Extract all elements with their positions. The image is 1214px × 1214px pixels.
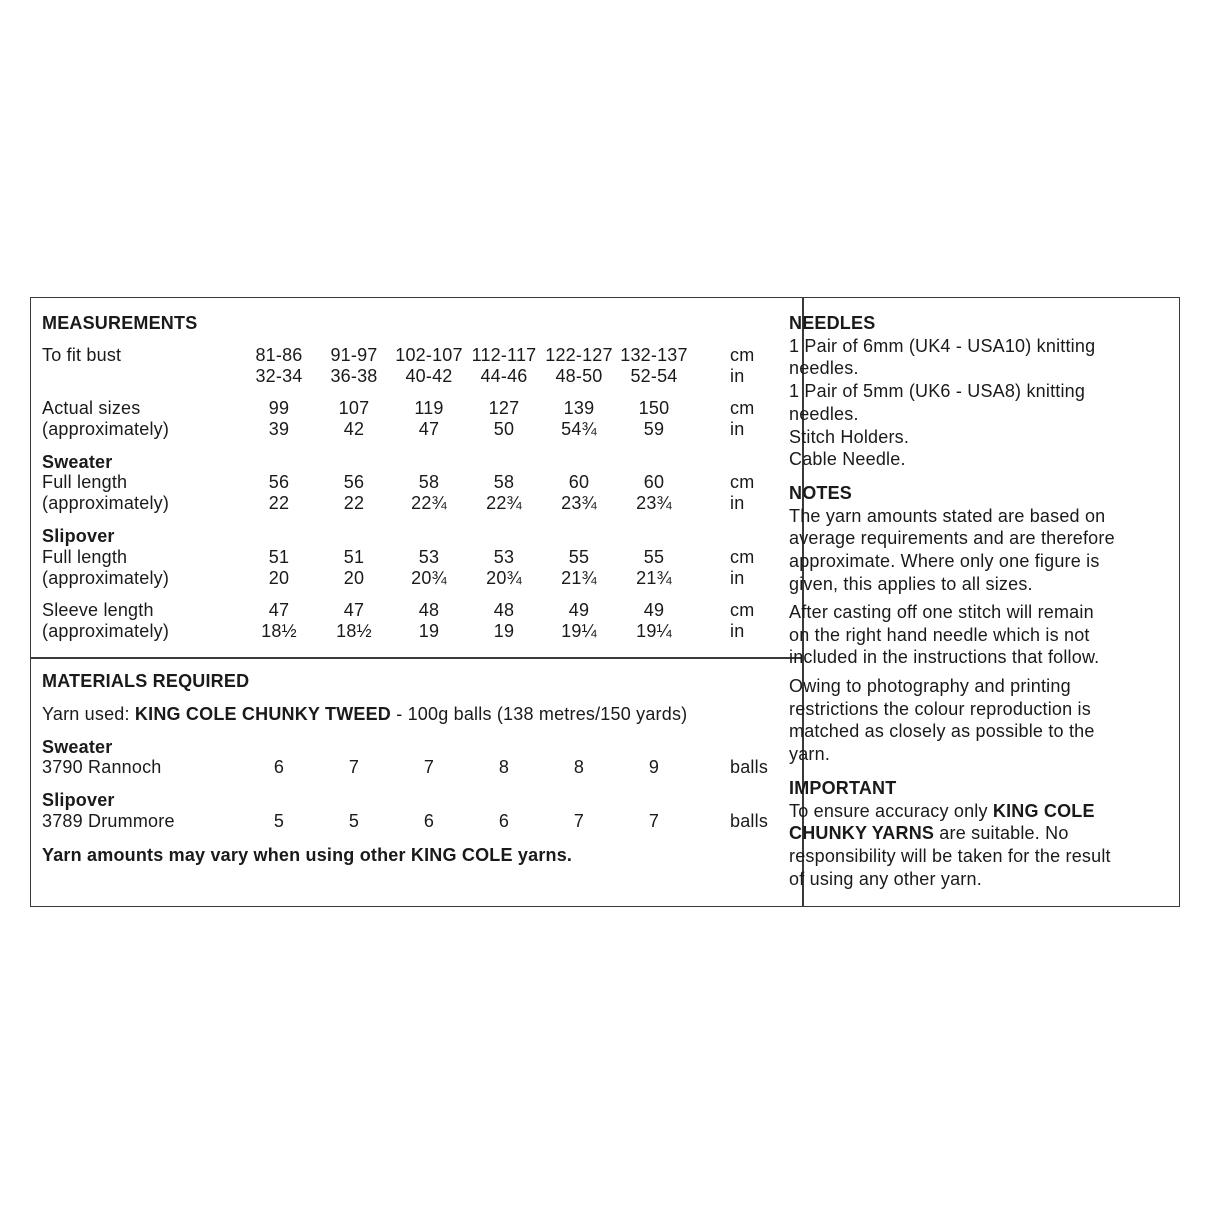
important-text: are suitable. No — [934, 823, 1069, 844]
notes-line: included in the instructions that follow. — [789, 647, 1100, 668]
unit-cm: cm — [730, 600, 755, 620]
size-cell: 60 — [568, 472, 590, 492]
notes-line: given, this applies to all sizes. — [789, 573, 1033, 594]
needles-line: needles. — [789, 403, 859, 424]
balls-cell: 5 — [348, 811, 360, 831]
slipover-heading: Slipover — [42, 526, 115, 546]
needles-line: Stitch Holders. — [789, 426, 910, 447]
size-cell: 52-54 — [630, 366, 678, 386]
to-fit-bust-label: To fit bust — [42, 345, 122, 365]
size-cell: 91-97 — [330, 345, 378, 365]
approximately-label: (approximately) — [42, 419, 170, 439]
size-cell: 19 — [493, 621, 515, 641]
important-line — [789, 822, 1151, 845]
approximately-label: (approximately) — [42, 493, 170, 513]
sweater-heading: Sweater — [42, 452, 113, 472]
balls-cell: 5 — [273, 811, 285, 831]
balls-cell: 7 — [573, 811, 585, 831]
size-cell: 49 — [643, 600, 665, 620]
size-cell: 112-117 — [471, 345, 537, 365]
size-cell: 50 — [493, 419, 515, 439]
unit-in: in — [730, 419, 745, 439]
needles-line: 1 Pair of 5mm (UK6 - USA8) knitting — [789, 381, 1086, 402]
balls-cell: 9 — [648, 757, 660, 777]
size-cell: 132-137 — [620, 345, 688, 365]
size-cell: 99 — [268, 398, 290, 418]
unit-in: in — [730, 568, 745, 588]
size-cell: 59 — [643, 419, 665, 439]
size-cell: 51 — [343, 547, 365, 567]
balls-cell: 7 — [423, 757, 435, 777]
full-length-label: Full length — [42, 472, 128, 492]
size-cell: 58 — [418, 472, 440, 492]
size-cell: 18½ — [336, 621, 372, 641]
needles-line: 1 Pair of 6mm (UK4 - USA10) knitting — [789, 335, 1096, 356]
size-cell: 55 — [568, 547, 590, 567]
size-cell: 32-34 — [255, 366, 303, 386]
brand-yarns: CHUNKY YARNS — [789, 823, 935, 844]
size-cell: 44-46 — [480, 366, 528, 386]
size-cell: 47 — [343, 600, 365, 620]
shade-label: 3790 Rannoch — [42, 757, 162, 777]
approximately-label: (approximately) — [42, 621, 170, 641]
size-cell: 40-42 — [405, 366, 453, 386]
size-cell: 47 — [418, 419, 440, 439]
size-cell: 48 — [493, 600, 515, 620]
size-cell: 107 — [338, 398, 370, 418]
size-cell: 81-86 — [255, 345, 303, 365]
needles-heading: NEEDLES — [789, 313, 876, 333]
size-cell: 119 — [414, 398, 444, 418]
size-cell: 56 — [268, 472, 290, 492]
section-divider — [31, 657, 802, 659]
notes-line: average requirements and are therefore — [789, 528, 1115, 549]
size-cell: 23¾ — [636, 493, 672, 513]
yarn-used-line — [42, 704, 687, 725]
yarn-amounts-note: Yarn amounts may vary when using other KING COLE yarns. — [42, 845, 573, 865]
notes-paragraph — [789, 675, 1151, 766]
size-cell: 122-127 — [545, 345, 613, 365]
unit-balls: balls — [730, 811, 769, 831]
size-cell: 19¼ — [561, 621, 597, 641]
unit-balls: balls — [730, 757, 769, 777]
size-cell: 58 — [493, 472, 515, 492]
needles-line: needles. — [789, 358, 859, 379]
size-cell: 39 — [268, 419, 290, 439]
size-cell: 22¾ — [411, 493, 447, 513]
notes-heading: NOTES — [789, 483, 853, 503]
size-cell: 60 — [643, 472, 665, 492]
balls-cell: 6 — [423, 811, 435, 831]
needles-line: Cable Needle. — [789, 449, 906, 470]
important-section — [789, 777, 1151, 891]
measurements-heading: MEASUREMENTS — [42, 313, 198, 333]
size-cell: 127 — [488, 398, 520, 418]
unit-cm: cm — [730, 472, 755, 492]
size-cell: 54¾ — [561, 419, 597, 439]
size-cell: 21¾ — [561, 568, 597, 588]
actual-sizes-label: Actual sizes — [42, 398, 141, 418]
full-length-label: Full length — [42, 547, 128, 567]
important-line: responsibility will be taken for the result — [789, 846, 1111, 867]
sweater-heading: Sweater — [42, 737, 113, 757]
yarn-used-prefix: Yarn used: — [42, 704, 135, 724]
size-cell: 19 — [418, 621, 440, 641]
size-cell: 47 — [268, 600, 290, 620]
notes-paragraph — [789, 601, 1151, 669]
size-cell: 22 — [268, 493, 290, 513]
unit-cm: cm — [730, 345, 755, 365]
unit-in: in — [730, 621, 745, 641]
size-cell: 49 — [568, 600, 590, 620]
notes-line: approximate. Where only one figure is — [789, 551, 1100, 572]
materials-heading: MATERIALS REQUIRED — [42, 671, 250, 691]
balls-cell: 8 — [573, 757, 585, 777]
balls-cell: 8 — [498, 757, 510, 777]
notes-line: Owing to photography and printing — [789, 676, 1071, 696]
size-cell: 20 — [343, 568, 365, 588]
balls-cell: 6 — [273, 757, 285, 777]
balls-cell: 6 — [498, 811, 510, 831]
balls-cell: 7 — [648, 811, 660, 831]
notes-line: The yarn amounts stated are based on — [789, 505, 1106, 526]
size-cell: 53 — [418, 547, 440, 567]
size-cell: 20 — [268, 568, 290, 588]
size-cell: 36-38 — [330, 366, 378, 386]
notes-line: After casting off one stitch will remain — [789, 602, 1094, 622]
size-cell: 48-50 — [555, 366, 603, 386]
unit-cm: cm — [730, 398, 755, 418]
size-cell: 22¾ — [486, 493, 522, 513]
size-cell: 150 — [638, 398, 670, 418]
size-cell: 48 — [418, 600, 440, 620]
important-heading: IMPORTANT — [789, 778, 897, 798]
size-cell: 139 — [563, 398, 595, 418]
shade-label: 3789 Drummore — [42, 811, 175, 831]
important-line — [789, 800, 1151, 823]
unit-in: in — [730, 493, 745, 513]
size-cell: 20¾ — [411, 568, 447, 588]
size-cell: 19¼ — [636, 621, 672, 641]
size-cell: 53 — [493, 547, 515, 567]
unit-cm: cm — [730, 547, 755, 567]
yarn-suffix: - 100g balls (138 metres/150 yards) — [391, 704, 688, 724]
brand-name: KING COLE — [992, 800, 1095, 821]
yarn-name: KING COLE CHUNKY TWEED — [134, 704, 391, 724]
important-line: of using any other yarn. — [789, 868, 982, 889]
sleeve-length-label: Sleeve length — [42, 600, 154, 620]
size-cell: 22 — [343, 493, 365, 513]
size-cell: 56 — [343, 472, 365, 492]
size-cell: 20¾ — [486, 568, 522, 588]
balls-cell: 7 — [348, 757, 360, 777]
important-text: To ensure accuracy only — [789, 800, 993, 821]
notes-line: yarn. — [789, 744, 831, 765]
approximately-label: (approximately) — [42, 568, 170, 588]
size-cell: 18½ — [261, 621, 297, 641]
notes-line: matched as closely as possible to the — [789, 721, 1095, 742]
size-cell: 23¾ — [561, 493, 597, 513]
size-cell: 21¾ — [636, 568, 672, 588]
slipover-heading: Slipover — [42, 790, 115, 810]
size-cell: 42 — [343, 419, 365, 439]
size-cell: 51 — [268, 547, 290, 567]
notes-line: restrictions the colour reproduction is — [789, 698, 1091, 719]
notes-section — [789, 482, 1151, 596]
notes-line: on the right hand needle which is not — [789, 624, 1090, 645]
unit-in: in — [730, 366, 745, 386]
size-cell: 102-107 — [395, 345, 463, 365]
needles-section — [789, 312, 1151, 471]
size-cell: 55 — [643, 547, 665, 567]
